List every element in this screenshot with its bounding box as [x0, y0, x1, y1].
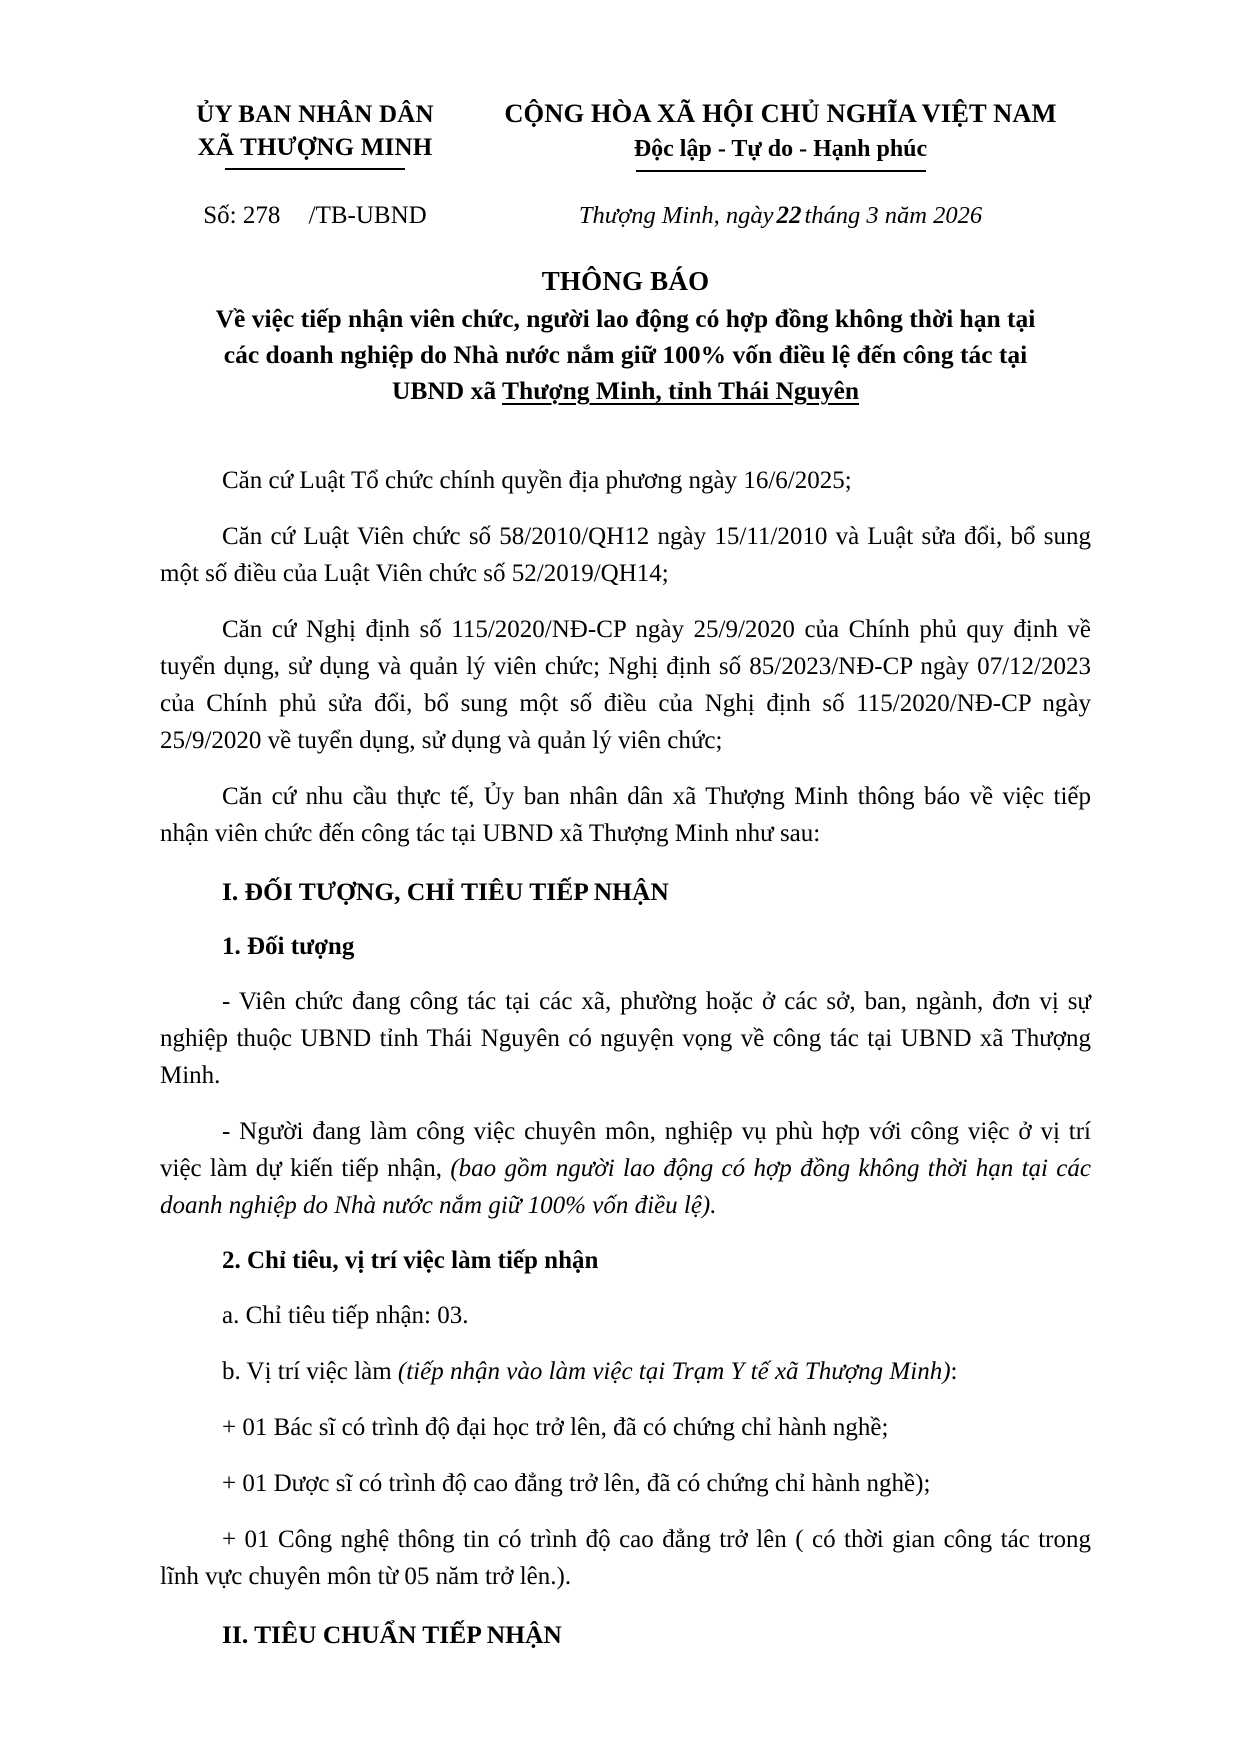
position-bullet-3: + 01 Công nghệ thông tin có trình độ cao đẳng trở lên ( có thời gian công tác trong lĩnh vực chuyên môn từ 05 năm trở lên.). — [160, 1526, 1091, 1591]
national-heading-block — [470, 96, 1091, 172]
position-bullet-2: + 01 Dược sĩ có trình độ cao đẳng trở lên, đã có chứng chỉ hành nghề); — [222, 1470, 931, 1498]
document-body — [160, 443, 1091, 1652]
number-and-date-row — [160, 202, 1091, 230]
date-day: 22 — [776, 201, 802, 229]
document-subtitle-line1: Về việc tiếp nhận viên chức, người lao động có hợp đồng không thời hạn tại — [215, 303, 1036, 333]
date-middle: tháng 3 năm 2026 — [804, 201, 983, 229]
subsection-1-item-2-plain: - Người đang làm công việc chuyên môn, nghiệp vụ phù hợp với công việc ở vị trí việc làm dự kiến tiếp nhận, — [160, 1118, 1091, 1183]
document-number — [160, 202, 470, 230]
issuing-authority-line1: ỦY BAN NHÂN DÂN — [196, 101, 434, 128]
section-1-subsection-1-heading: 1. Đối tượng — [222, 933, 355, 961]
section-2-heading: II. TIÊU CHUẨN TIẾP NHẬN — [222, 1620, 562, 1650]
document-number-value: Số: 278 — [203, 201, 281, 229]
document-header — [160, 96, 1091, 172]
date-prefix: Thượng Minh, ngày — [578, 201, 774, 229]
legal-basis-paragraph-1: Căn cứ Luật Tổ chức chính quyền địa phương ngày 16/6/2025; — [222, 467, 852, 495]
subsection-2-point-b-plain-end: : — [950, 1358, 958, 1386]
legal-basis-paragraph-2: Căn cứ Luật Viên chức số 58/2010/QH12 ngày 15/11/2010 và Luật sửa đổi, bổ sung một số điều của Luật Viên chức số 52/2019/QH14; — [160, 523, 1091, 588]
subsection-2-point-b — [160, 1334, 1091, 1390]
subsection-2-point-a: a. Chỉ tiêu tiếp nhận: 03. — [222, 1302, 469, 1330]
position-bullet-1: + 01 Bác sĩ có trình độ đại học trở lên, đã có chứng chỉ hành nghề; — [222, 1414, 889, 1442]
legal-basis-paragraph-3: Căn cứ Nghị định số 115/2020/NĐ-CP ngày 25/9/2020 của Chính phủ quy định về tuyển dụng, sử dụng và quản lý viên chức; Nghị định số 85/2023/NĐ-CP ngày 07/12/2023 của Chính phủ sửa đổi, bổ sung một số điều của Nghị định số 115/2020/NĐ-CP ngày 25/9/2020 về tuyển dụng, sử dụng và quản lý viên chức; — [160, 616, 1091, 755]
section-1-heading: I. ĐỐI TƯỢNG, CHỈ TIÊU TIẾP NHẬN — [222, 877, 669, 907]
document-title: THÔNG BÁO — [541, 265, 710, 296]
national-motto: Độc lập - Tự do - Hạnh phúc — [633, 136, 928, 163]
issuing-authority-underline — [225, 168, 405, 170]
document-subtitle-line3-prefix: UBND xã — [391, 376, 502, 406]
issuing-authority-line2: XÃ THƯỢNG MINH — [197, 134, 433, 161]
subsection-2-point-b-plain-start: b. Vị trí việc làm — [222, 1358, 398, 1386]
issuing-authority-block — [160, 96, 470, 170]
national-motto-underline — [636, 170, 926, 172]
section-1-subsection-2-heading: 2. Chỉ tiêu, vị trí việc làm tiếp nhận — [222, 1247, 599, 1275]
document-number-suffix: /TB-UBND — [308, 201, 427, 229]
subsection-1-item-2-italic: (bao gồm người lao động có hợp đồng không thời hạn tại các doanh nghiệp do Nhà nước nắm giữ 100% vốn điều lệ). — [160, 1155, 1091, 1220]
document-subtitle — [160, 301, 1091, 410]
national-title: CỘNG HÒA XÃ HỘI CHỦ NGHĨA VIỆT NAM — [504, 98, 1057, 128]
document-subtitle-line2: các doanh nghiệp do Nhà nước nắm giữ 100% vốn điều lệ đến công tác tại — [223, 340, 1028, 370]
document-subtitle-line3 — [168, 373, 1083, 409]
subsection-1-item-2 — [160, 1094, 1091, 1224]
place-and-date — [470, 202, 1091, 230]
subsection-2-point-b-italic: (tiếp nhận vào làm việc tại Trạm Y tế xã Thượng Minh) — [397, 1358, 951, 1386]
subsection-1-item-1: - Viên chức đang công tác tại các xã, phường hoặc ở các sở, ban, ngành, đơn vị sự nghiệp thuộc UBND tỉnh Thái Nguyên có nguyện vọng về công tác tại UBND xã Thượng Minh. — [160, 988, 1091, 1090]
legal-basis-paragraph-4: Căn cứ nhu cầu thực tế, Ủy ban nhân dân xã Thượng Minh thông báo về việc tiếp nhận viên chức đến công tác tại UBND xã Thượng Minh như sau: — [160, 783, 1091, 848]
document-subtitle-line3-underlined: Thượng Minh, tỉnh Thái Nguyên — [502, 376, 860, 406]
